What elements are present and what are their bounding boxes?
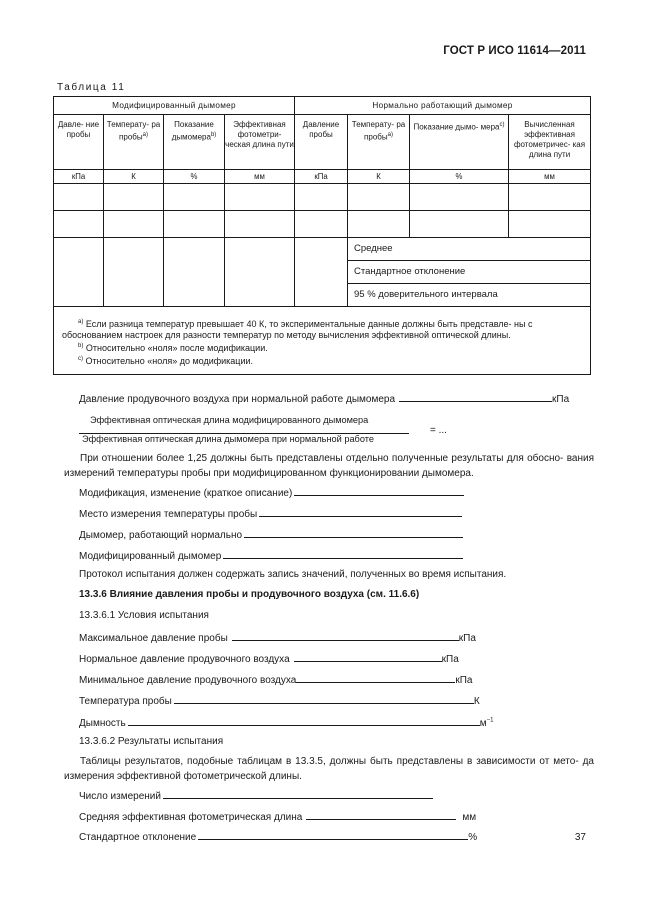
page-number: 37 — [574, 832, 586, 843]
section-title: 13.3.6 Влияние давления пробы и продувочного воздуха (см. 11.6.6) — [79, 589, 420, 600]
table-row — [54, 211, 591, 238]
fraction-numerator: Эффективная оптическая длина модифицированного дымомера — [90, 415, 369, 425]
subsection-results: 13.3.6.2 Результаты испытания — [79, 736, 224, 747]
unit-cell: % — [410, 170, 509, 184]
col-n-pressure: Давление пробы — [295, 115, 348, 170]
unit-cell: кПа — [295, 170, 348, 184]
col-m-reading: Показание дымомера$^{b)}$ — [164, 115, 225, 170]
col-n-reading: Показание дымо- мера$^{с)}$ — [410, 115, 509, 170]
group-modified: Модифицированный дымомер — [54, 97, 295, 115]
table-row — [54, 184, 591, 211]
purge-pressure-field[interactable] — [399, 392, 552, 402]
norm-purge-field[interactable] — [294, 652, 442, 662]
norm-purge-line: Нормальное давление продувочного воздуха кПа — [79, 654, 459, 665]
subsection-conditions: 13.3.6.1 Условия испытания — [79, 610, 209, 621]
normal-meter-field[interactable] — [244, 528, 463, 538]
table-caption: Таблица 11 — [57, 82, 126, 93]
unit-cell: мм — [509, 170, 591, 184]
smoke-field[interactable] — [128, 716, 480, 726]
col-n-length: Вычисленная эффективная фотометричес- кая длина пути — [509, 115, 591, 170]
temp-place-field[interactable] — [259, 507, 462, 517]
unit-cell: % — [164, 170, 225, 184]
table-footnotes: $^{а)}$ Если разница температур превышает 40 К, то экспериментальные данные должны быть представле- ны с обоснованием настроек для разности температур по методу вычисления эффективной оптической длины. $^{b)}$ Относительно «ноля» после модификации. $^{с)}$ Относительно «ноля» до модификации. — [54, 307, 591, 375]
temp-field[interactable] — [174, 694, 474, 704]
avg-length-field[interactable] — [306, 810, 456, 820]
std-dev-line: Стандартное отклонение % — [79, 832, 478, 843]
min-purge-field[interactable] — [296, 673, 455, 683]
results-table — [53, 96, 591, 375]
normal-meter-line: Дымомер, работающий нормально — [79, 528, 463, 541]
col-m-temp: Температу- ра пробы$^{а)}$ — [104, 115, 164, 170]
fraction-denominator: Эффективная оптическая длина дымомера при нормальной работе — [82, 434, 374, 444]
col-m-length: Эффективная фотометри- ческая длина пути — [225, 115, 295, 170]
modified-meter-line: Модифицированный дымомер — [79, 549, 463, 562]
standard-header: ГОСТ Р ИСО 11614—2011 — [443, 45, 586, 57]
num-measurements-field[interactable] — [163, 789, 433, 799]
protocol-text: Протокол испытания должен содержать запись значений, полученных во время испытания. — [79, 569, 507, 580]
modification-line: Модификация, изменение (краткое описание) — [79, 486, 464, 499]
max-pressure-line: Максимальное давление пробы кПа — [79, 633, 476, 644]
modified-meter-field[interactable] — [223, 549, 463, 559]
unit-cell: мм — [225, 170, 295, 184]
stat-mean: Среднее — [348, 238, 591, 261]
results-paragraph: Таблицы результатов, подобные таблицам в 13.3.5, должны быть представлены в зависимости от мето- да измерения эффективной фотометрической длины. — [64, 756, 594, 782]
temp-line: Температура пробы К — [79, 696, 480, 707]
avg-length-line: Средняя эффективная фотометрическая длина мм — [79, 812, 477, 823]
unit-cell: К — [104, 170, 164, 184]
temp-place-line: Место измерения температуры пробы — [79, 507, 462, 520]
min-purge-line: Минимальное давление продувочного воздуха кПа — [79, 675, 473, 686]
fraction-equals: = ... — [430, 425, 447, 436]
unit-cell: К — [348, 170, 410, 184]
num-measurements-line: Число измерений — [79, 789, 433, 802]
stat-ci: 95 % доверительного интервала — [348, 284, 591, 307]
col-n-temp: Температу- ра пробы$^{а)}$ — [348, 115, 410, 170]
modification-field[interactable] — [294, 486, 464, 496]
std-dev-field[interactable] — [198, 830, 468, 840]
group-normal: Нормально работающий дымомер — [295, 97, 591, 115]
smoke-line: Дымность $м^{-1}$ — [79, 717, 494, 729]
max-pressure-field[interactable] — [232, 631, 459, 641]
purge-pressure-line: Давление продувочного воздуха при нормальной работе дымомера кПа — [79, 394, 570, 405]
col-m-pressure: Давле- ние пробы — [54, 115, 104, 170]
ratio-paragraph: При отношении более 1,25 должны быть представлены отдельно полученные результаты для обосно- вания измерений температуры пробы при модифицированном функционировании дымомера. — [64, 453, 594, 479]
unit-cell: кПа — [54, 170, 104, 184]
stat-std: Стандартное отклонение — [348, 261, 591, 284]
